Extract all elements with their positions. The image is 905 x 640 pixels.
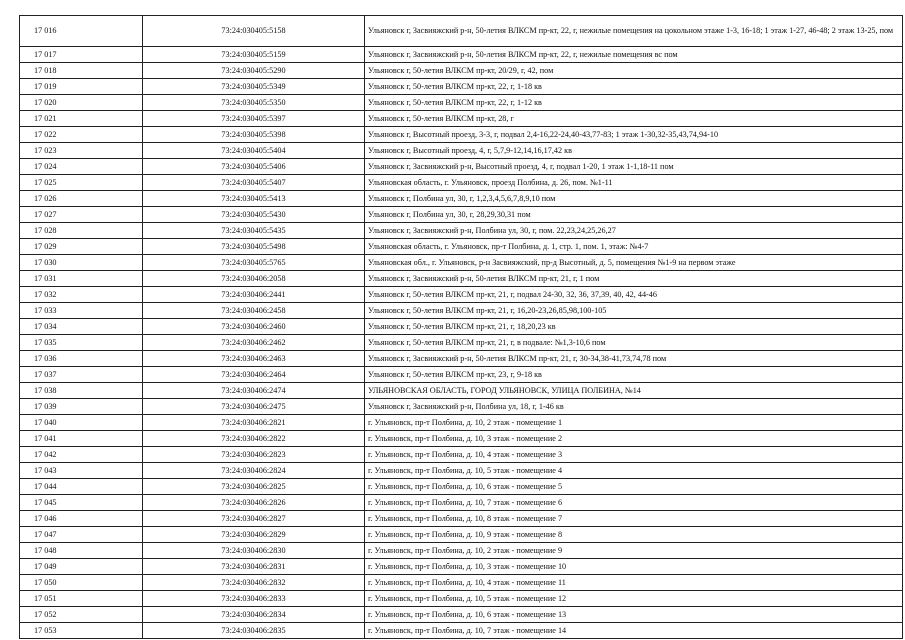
- address: г. Ульяновск, пр-т Полбина, д. 10, 3 этаж - помещение 2: [365, 431, 903, 447]
- table-row: [20, 159, 903, 175]
- row-number: 17 020: [20, 95, 143, 111]
- cadastral-number: 73:24:030406:2821: [143, 415, 365, 431]
- table-row: [20, 207, 903, 223]
- cadastral-number: 73:24:030406:2824: [143, 463, 365, 479]
- row-number: 17 017: [20, 47, 143, 63]
- cadastral-number: 73:24:030406:2458: [143, 303, 365, 319]
- table-row: [20, 303, 903, 319]
- row-number: 17 033: [20, 303, 143, 319]
- table-row: [20, 623, 903, 639]
- table-row: [20, 223, 903, 239]
- address: г. Ульяновск, пр-т Полбина, д. 10, 7 этаж - помещение 6: [365, 495, 903, 511]
- table-row: [20, 383, 903, 399]
- table-row: [20, 63, 903, 79]
- cadastral-number: 73:24:030406:2831: [143, 559, 365, 575]
- address: г. Ульяновск, пр-т Полбина, д. 10, 4 этаж - помещение 3: [365, 447, 903, 463]
- table-row: [20, 495, 903, 511]
- table-row: [20, 607, 903, 623]
- address: г. Ульяновск, пр-т Полбина, д. 10, 5 этаж - помещение 12: [365, 591, 903, 607]
- table-row: [20, 16, 903, 47]
- row-number: 17 037: [20, 367, 143, 383]
- row-number: 17 052: [20, 607, 143, 623]
- row-number: 17 036: [20, 351, 143, 367]
- address: Ульяновск г, 50-летия ВЛКСМ пр-кт, 20/29, г, 42, пом: [365, 63, 903, 79]
- row-number: 17 046: [20, 511, 143, 527]
- table-row: [20, 559, 903, 575]
- address: Ульяновск г, Засвияжский р-н, 50-летия ВЛКСМ пр-кт, 21, г, 30-34,38-41,73,74,78 пом: [365, 351, 903, 367]
- cadastral-number: 73:24:030406:2441: [143, 287, 365, 303]
- row-number: 17 031: [20, 271, 143, 287]
- cadastral-number: 73:24:030405:5158: [143, 16, 365, 47]
- row-number: 17 023: [20, 143, 143, 159]
- table-row: [20, 271, 903, 287]
- address: г. Ульяновск, пр-т Полбина, д. 10, 2 этаж - помещение 9: [365, 543, 903, 559]
- table-body: [20, 16, 903, 639]
- row-number: 17 024: [20, 159, 143, 175]
- address: г. Ульяновск, пр-т Полбина, д. 10, 7 этаж - помещение 14: [365, 623, 903, 639]
- address: Ульяновск г, Высотный проезд, 3-3, г, подвал 2,4-16,22-24,40-43,77-83; 1 этаж 1-30,32-35,43,74,94-10: [365, 127, 903, 143]
- table-row: [20, 127, 903, 143]
- table-row: [20, 191, 903, 207]
- row-number: 17 041: [20, 431, 143, 447]
- table-row: [20, 511, 903, 527]
- cadastral-number: 73:24:030406:2058: [143, 271, 365, 287]
- table-row: [20, 287, 903, 303]
- address: Ульяновск г, Полбина ул, 30, г, 1,2,3,4,5,6,7,8,9,10 пом: [365, 191, 903, 207]
- address: Ульяновск г, 50-летия ВЛКСМ пр-кт, 23, г, 9-18 кв: [365, 367, 903, 383]
- cadastral-number: 73:24:030406:2825: [143, 479, 365, 495]
- table-row: [20, 335, 903, 351]
- table-row: [20, 431, 903, 447]
- table-row: [20, 479, 903, 495]
- table-row: [20, 463, 903, 479]
- table-row: [20, 415, 903, 431]
- cadastral-number: 73:24:030406:2460: [143, 319, 365, 335]
- row-number: 17 040: [20, 415, 143, 431]
- address: Ульяновск г, 50-летия ВЛКСМ пр-кт, 21, г, подвал 24-30, 32, 36, 37,39, 40, 42, 44-46: [365, 287, 903, 303]
- table-row: [20, 79, 903, 95]
- address: г. Ульяновск, пр-т Полбина, д. 10, 4 этаж - помещение 11: [365, 575, 903, 591]
- row-number: 17 045: [20, 495, 143, 511]
- cadastral-number: 73:24:030406:2822: [143, 431, 365, 447]
- address: г. Ульяновск, пр-т Полбина, д. 10, 2 этаж - помещение 1: [365, 415, 903, 431]
- cadastral-number: 73:24:030406:2823: [143, 447, 365, 463]
- row-number: 17 025: [20, 175, 143, 191]
- cadastral-number: 73:24:030405:5350: [143, 95, 365, 111]
- cadastral-number: 73:24:030405:5404: [143, 143, 365, 159]
- property-table: [19, 15, 903, 639]
- row-number: 17 018: [20, 63, 143, 79]
- row-number: 17 029: [20, 239, 143, 255]
- address: Ульяновск г, Засвияжский р-н, 50-летия ВЛКСМ пр-кт, 22, г, нежилые помещения вс пом: [365, 47, 903, 63]
- cadastral-number: 73:24:030406:2463: [143, 351, 365, 367]
- address: Ульяновск г, Засвияжский р-н, 50-летия ВЛКСМ пр-кт, 22, г, нежилые помещения на цокольном этаже 1-3, 16-18; 1 этаж 1-27, 46-48; 2 этаж 13-25, пом: [365, 16, 903, 47]
- row-number: 17 035: [20, 335, 143, 351]
- cadastral-number: 73:24:030405:5413: [143, 191, 365, 207]
- table-row: [20, 95, 903, 111]
- row-number: 17 027: [20, 207, 143, 223]
- address: Ульяновская обл., г. Ульяновск, р-н Засвияжский, пр-д Высотный, д. 5, помещения №1-9 на первом этаже: [365, 255, 903, 271]
- row-number: 17 019: [20, 79, 143, 95]
- address: Ульяновск г, 50-летия ВЛКСМ пр-кт, 21, г, в подвале: №1,3-10,6 пом: [365, 335, 903, 351]
- row-number: 17 051: [20, 591, 143, 607]
- cadastral-number: 73:24:030405:5498: [143, 239, 365, 255]
- cadastral-number: 73:24:030406:2832: [143, 575, 365, 591]
- address: г. Ульяновск, пр-т Полбина, д. 10, 5 этаж - помещение 4: [365, 463, 903, 479]
- row-number: 17 043: [20, 463, 143, 479]
- table-row: [20, 575, 903, 591]
- address: Ульяновск г, 50-летия ВЛКСМ пр-кт, 21, г, 16,20-23,26,85,98,100-105: [365, 303, 903, 319]
- row-number: 17 048: [20, 543, 143, 559]
- cadastral-number: 73:24:030406:2830: [143, 543, 365, 559]
- row-number: 17 044: [20, 479, 143, 495]
- table-row: [20, 447, 903, 463]
- row-number: 17 028: [20, 223, 143, 239]
- address: г. Ульяновск, пр-т Полбина, д. 10, 8 этаж - помещение 7: [365, 511, 903, 527]
- cadastral-number: 73:24:030406:2826: [143, 495, 365, 511]
- address: Ульяновск г, Засвияжский р-н, Полбина ул, 30, г, пом. 22,23,24,25,26,27: [365, 223, 903, 239]
- cadastral-number: 73:24:030406:2827: [143, 511, 365, 527]
- cadastral-number: 73:24:030405:5407: [143, 175, 365, 191]
- row-number: 17 026: [20, 191, 143, 207]
- table-row: [20, 111, 903, 127]
- row-number: 17 032: [20, 287, 143, 303]
- row-number: 17 053: [20, 623, 143, 639]
- row-number: 17 039: [20, 399, 143, 415]
- table-row: [20, 319, 903, 335]
- table-row: [20, 255, 903, 271]
- cadastral-number: 73:24:030405:5159: [143, 47, 365, 63]
- cadastral-number: 73:24:030406:2829: [143, 527, 365, 543]
- cadastral-number: 73:24:030406:2464: [143, 367, 365, 383]
- address: Ульяновск г, 50-летия ВЛКСМ пр-кт, 28, г: [365, 111, 903, 127]
- cadastral-number: 73:24:030405:5430: [143, 207, 365, 223]
- table-row: [20, 543, 903, 559]
- table-row: [20, 351, 903, 367]
- address: г. Ульяновск, пр-т Полбина, д. 10, 6 этаж - помещение 13: [365, 607, 903, 623]
- table-row: [20, 239, 903, 255]
- cadastral-number: 73:24:030406:2475: [143, 399, 365, 415]
- address: УЛЬЯНОВСКАЯ ОБЛАСТЬ, ГОРОД УЛЬЯНОВСК, УЛИЦА ПОЛБИНА, №14: [365, 383, 903, 399]
- address: г. Ульяновск, пр-т Полбина, д. 10, 9 этаж - помещение 8: [365, 527, 903, 543]
- cadastral-number: 73:24:030405:5398: [143, 127, 365, 143]
- address: г. Ульяновск, пр-т Полбина, д. 10, 6 этаж - помещение 5: [365, 479, 903, 495]
- cadastral-number: 73:24:030406:2474: [143, 383, 365, 399]
- cadastral-number: 73:24:030405:5397: [143, 111, 365, 127]
- address: Ульяновск г, Засвияжский р-н, Полбина ул, 18, г, 1-46 кв: [365, 399, 903, 415]
- cadastral-number: 73:24:030406:2834: [143, 607, 365, 623]
- row-number: 17 030: [20, 255, 143, 271]
- address: Ульяновск г, Высотный проезд, 4, г, 5,7,9-12,14,16,17,42 кв: [365, 143, 903, 159]
- address: г. Ульяновск, пр-т Полбина, д. 10, 3 этаж - помещение 10: [365, 559, 903, 575]
- row-number: 17 049: [20, 559, 143, 575]
- cadastral-number: 73:24:030405:5765: [143, 255, 365, 271]
- address: Ульяновск г, 50-летия ВЛКСМ пр-кт, 22, г, 1-18 кв: [365, 79, 903, 95]
- document-page: [19, 15, 902, 639]
- row-number: 17 034: [20, 319, 143, 335]
- cadastral-number: 73:24:030406:2462: [143, 335, 365, 351]
- table-row: [20, 143, 903, 159]
- table-row: [20, 399, 903, 415]
- address: Ульяновск г, 50-летия ВЛКСМ пр-кт, 22, г, 1-12 кв: [365, 95, 903, 111]
- address: Ульяновск г, Засвияжский р-н, Высотный проезд, 4, г, подвал 1-20, 1 этаж 1-1,18-11 пом: [365, 159, 903, 175]
- cadastral-number: 73:24:030406:2835: [143, 623, 365, 639]
- row-number: 17 047: [20, 527, 143, 543]
- cadastral-number: 73:24:030406:2833: [143, 591, 365, 607]
- row-number: 17 038: [20, 383, 143, 399]
- cadastral-number: 73:24:030405:5290: [143, 63, 365, 79]
- cadastral-number: 73:24:030405:5435: [143, 223, 365, 239]
- row-number: 17 042: [20, 447, 143, 463]
- table-row: [20, 367, 903, 383]
- address: Ульяновск г, 50-летия ВЛКСМ пр-кт, 21, г, 18,20,23 кв: [365, 319, 903, 335]
- cadastral-number: 73:24:030405:5406: [143, 159, 365, 175]
- row-number: 17 022: [20, 127, 143, 143]
- table-row: [20, 47, 903, 63]
- table-row: [20, 527, 903, 543]
- address: Ульяновск г, Полбина ул, 30, г, 28,29,30,31 пом: [365, 207, 903, 223]
- table-row: [20, 175, 903, 191]
- row-number: 17 050: [20, 575, 143, 591]
- address: Ульяновская область, г. Ульяновск, пр-т Полбина, д. 1, стр. 1, пом. 1, этаж: №4-7: [365, 239, 903, 255]
- table-row: [20, 591, 903, 607]
- address: Ульяновск г, Засвияжский р-н, 50-летия ВЛКСМ пр-кт, 21, г, 1 пом: [365, 271, 903, 287]
- row-number: 17 016: [20, 16, 143, 47]
- row-number: 17 021: [20, 111, 143, 127]
- address: Ульяновская область, г. Ульяновск, проезд Полбина, д. 26, пом. №1-11: [365, 175, 903, 191]
- cadastral-number: 73:24:030405:5349: [143, 79, 365, 95]
